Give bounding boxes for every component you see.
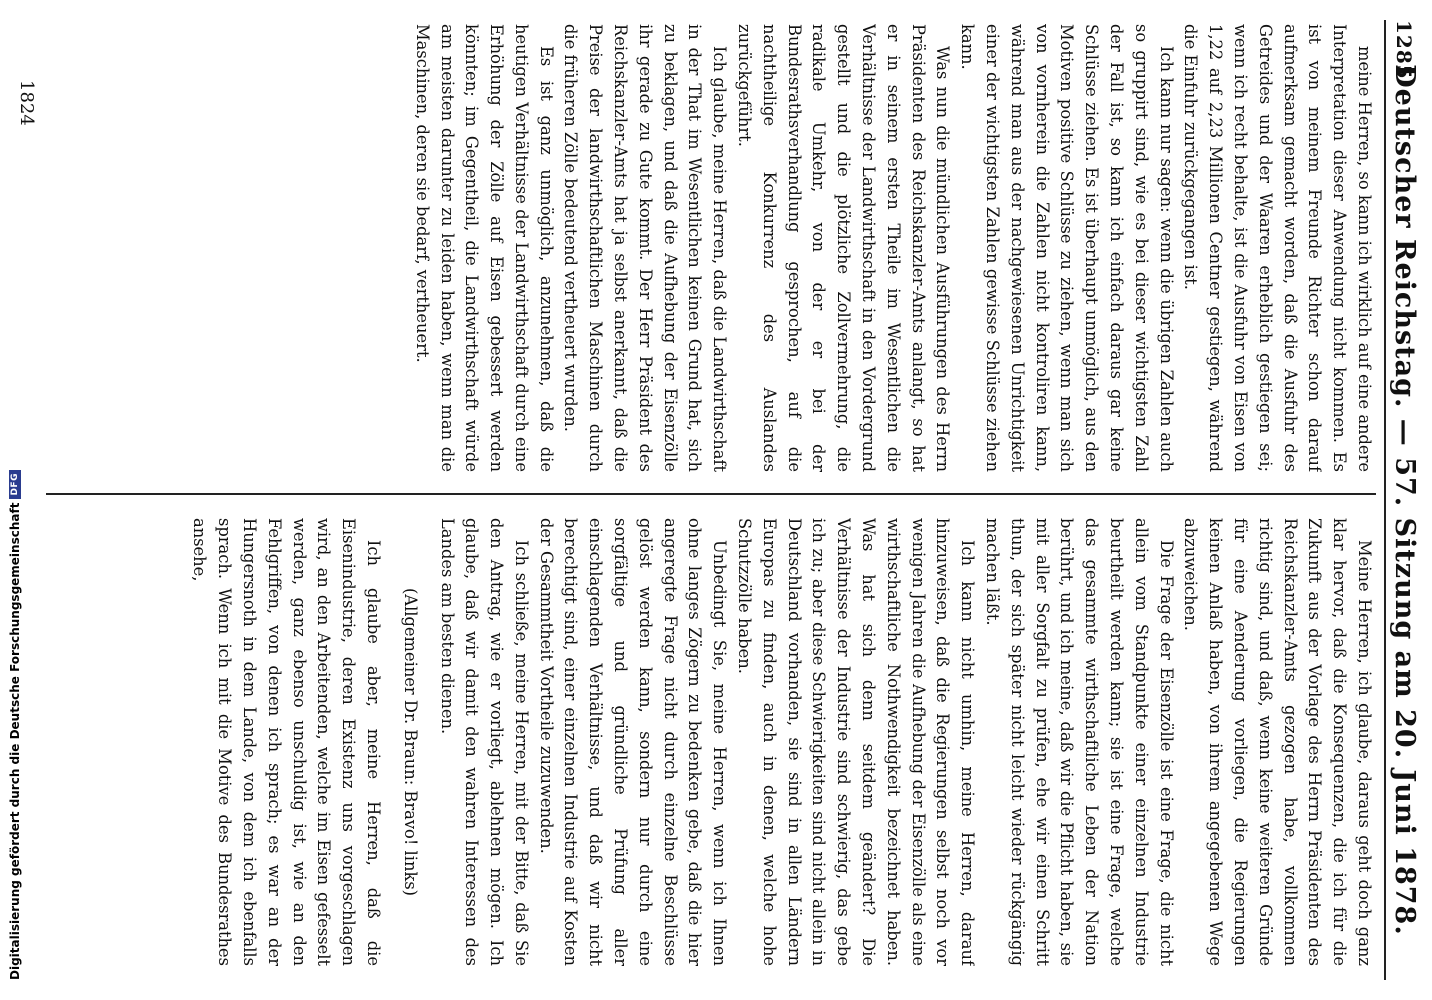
paragraph: Die Frage der Eisenzölle ist eine Frage, die nicht allein vom Standpunkte einer einzelnen Industrie beurtheilt werden kann; sie ist eine Frage, welche das gesammte wirthschaftliche Leben der Nation berührt, und ich meine, daß wir die Pflicht haben, sie mit aller Sorgfalt zu prüfen, ehe wir einen Schritt thun, der sich später nicht leicht wieder rückgängig machen läßt. — [983, 518, 1176, 966]
paragraph: Was nun die mündlichen Ausführungen des Herrn Präsidenten des Reichskanzler-Amts anlangt, so hat er in seinem ersten Theile im Wesentlichen die Verhältnisse der Landwirthschaft in den Vordergrund gestellt und die plötzliche Zollvermehrung, die radikale Umkehr, von der er bei der Bundesrathsverhandlung gesprochen, auf die nachtheilige Konkurrenz des Auslandes zurückgeführt. — [735, 24, 953, 472]
paragraph: Es ist ganz unmöglich, anzunehmen, daß die heutigen Verhältnisse der Landwirthschaft durch eine Erhöhung der Zölle auf Eisen gebessert werden könnten; im Gegentheil, die Landwirthschaft würde am meisten darunter zu leiden haben, wenn man die Maschinen, deren sie bedarf, vertheuert. — [412, 24, 556, 472]
sheet-signature: 1824 — [16, 80, 37, 126]
paragraph: Ich kann nur sagen: wenn die übrigen Zahlen auch so gruppirt sind, wie es bei dieser wichtigsten Zahl der Fall ist, so kann ich einfach daraus gar keine Schlüsse ziehen. Es ist überhaupt unmöglich, aus den Motiven positive Schlüsse zu ziehen, wenn man sich von vornherein die Zahlen nicht kontroliren kann, während man aus der nachgewiesenen Unrichtigkeit einer der wichtigsten Zahlen gewisse Schlüsse ziehen kann. — [958, 24, 1176, 472]
paragraph: Ich schließe, meine Herren, mit der Bitte, daß Sie den Antrag, wie er vorliegt, ablehnen mögen. Ich glaube, daß wir damit den wahren Interessen des Landes am besten dienen. — [437, 518, 531, 966]
credit-text: Digitalisierung gefördert durch die Deutsche Forschungsgemeinschaft — [8, 502, 22, 980]
paragraph: Ich kann nicht umhin, meine Herren, darauf hinzuweisen, daß die Regierungen selbst noch vor wenigen Jahren die Aufhebung der Eisenzölle als eine wirthschaftliche Nothwendigkeit bezeichnet haben. Was hat sich denn seitdem geändert? Die Verhältnisse der Industrie sind schwierig, das gebe ich zu; aber diese Schwierigkeiten sind nicht allein in Deutschland vorhanden, sie sind in allen Ländern Europas zu finden, auch in denen, welche hohe Schutzzölle haben. — [735, 518, 978, 966]
page-number: 1285 — [1392, 20, 1416, 80]
paragraph: meine Herren, so kann ich wirklich auf eine andere Interpretation dieser Anwendung nicht kommen. Es ist von meinem Freunde Richter schon darauf aufmerksam gemacht worden, daß die Ausfuhr des Getreides und der Waaren erheblich gestiegen sei; wenn ich recht behalte, ist die Ausfuhr von Eisen von 1,22 auf 2,23 Millionen Centner gestiegen, während die Einfuhr zurückgegangen ist. — [1181, 24, 1374, 472]
page-title: Deutscher Reichstag. — 57. Sitzung am 20. Juni 1878. — [1389, 64, 1420, 936]
paragraph: Ich glaube, meine Herren, daß die Landwirthschaft in der That im Wesentlichen keinen Grund hat, sich zu beklagen, und daß die Aufhebung der Eisenzölle ihr gerade zu Gute kommt. Der Herr Präsident des Reichskanzler-Amts hat ja selbst anerkannt, daß die Preise der landwirthschaftlichen Maschinen durch die früheren Zölle bedeutend vertheuert wurden. — [561, 24, 730, 472]
applause-note: (Allgemeiner Dr. Braun: Bravo! links) — [400, 587, 420, 897]
paragraph: Meine Herren, ich glaube, daraus geht doch ganz klar hervor, daß die Konsequenzen, die ich für die Zukunft aus der Vorlage des Herrn Präsidenten des Reichskanzler-Amts gezogen habe, vollkommen richtig sind, und daß, wenn keine weiteren Gründe für eine Aenderung vorliegen, die Regierungen keinen Anlaß haben, von ihrem angegebenen Wege abzuweichen. — [1181, 518, 1374, 966]
text-column-right — [116, 518, 1376, 966]
paragraph: Unbedingt Sie, meine Herren, wenn ich Ihnen ohne langes Zögern zu bedenken gebe, daß die hier angeregte Frage nicht durch einzelne Beschlüsse gelöst werden kann, sondern nur durch eine sorgfältige und gründliche Prüfung aller einschlagenden Verhältnisse, und daß wir nicht berechtigt sind, einer einzelnen Industrie auf Kosten der Gesammtheit Vortheile zuzuwenden. — [536, 518, 730, 966]
digitization-credit — [0, 473, 26, 1000]
dfg-logo-icon: DFG — [9, 470, 21, 499]
paragraph: Ich glaube aber, meine Herren, daß die Eisenindustrie, deren Existenz uns vorgeschlagen wird, an den Arbeitenden, welche im Eisen gefesselt werden, ganz ebenso unschuldig ist, wie an den Fehlgriffen, von denen ich sprach; es war an der Hungersnoth in dem Lande, von dem ich ebenfalls sprach. Wenn ich mit die Motive des Bundesrathes ansehe, — [190, 518, 383, 966]
text-column-left — [116, 24, 1376, 472]
page-header — [1384, 20, 1424, 980]
column-divider — [46, 493, 1376, 495]
